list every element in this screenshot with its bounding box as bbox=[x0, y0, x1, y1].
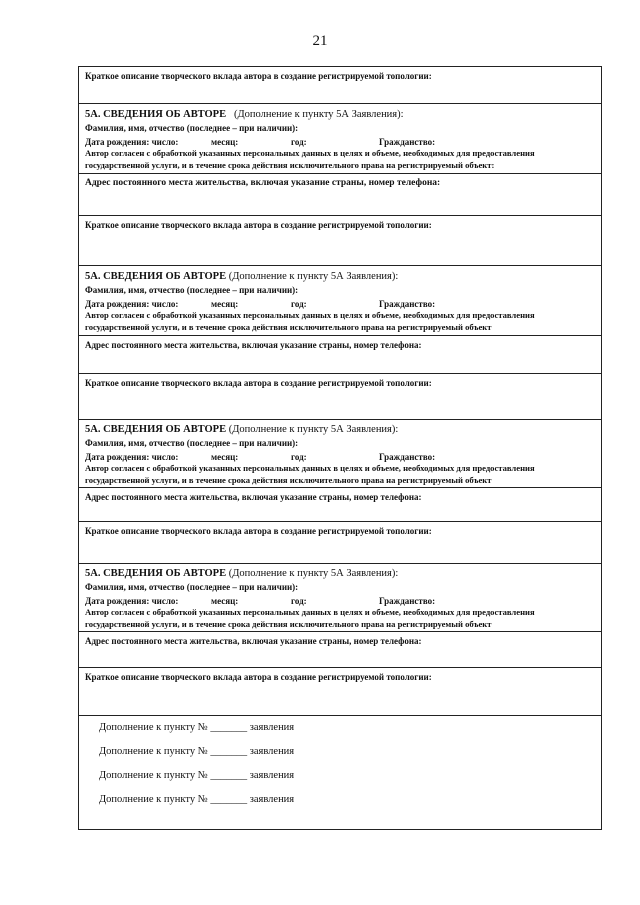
author-section-title: 5А. СВЕДЕНИЯ ОБ АВТОРЕ (Дополнение к пункту 5А Заявления): bbox=[85, 109, 404, 120]
citizenship-label[interactable]: Гражданство: bbox=[379, 452, 436, 462]
full-name-label[interactable]: Фамилия, имя, отчество (последнее – при наличии): bbox=[85, 285, 299, 295]
consent-text: Автор согласен с обработкой указанных персональных данных в целях и объеме, необходимых для предоставления государственной услуги, и в течение срока действия исключительного права на регистрируемый объект bbox=[85, 463, 535, 485]
supplement-line[interactable]: Дополнение к пункту № _______ заявления bbox=[99, 746, 295, 757]
birth-month-label[interactable]: месяц: bbox=[211, 137, 239, 147]
birth-year-label[interactable]: год: bbox=[291, 299, 307, 309]
citizenship-label[interactable]: Гражданство: bbox=[379, 596, 436, 606]
author-info-section-2 bbox=[79, 265, 601, 335]
address-field-3[interactable] bbox=[79, 487, 601, 521]
address-label: Адрес постоянного места жительства, включая указание страны, номер телефона: bbox=[85, 178, 441, 188]
citizenship-label[interactable]: Гражданство: bbox=[379, 137, 436, 147]
consent-text: Автор согласен с обработкой указанных персональных данных в целях и объеме, необходимых для предоставления государственной услуги, и в течение срока действия исключительного права на регистрируемый объект bbox=[85, 310, 535, 332]
citizenship-label[interactable]: Гражданство: bbox=[379, 299, 436, 309]
author-section-title: 5А. СВЕДЕНИЯ ОБ АВТОРЕ (Дополнение к пункту 5А Заявления): bbox=[85, 568, 399, 579]
address-field-2[interactable] bbox=[79, 335, 601, 373]
address-field-4[interactable] bbox=[79, 631, 601, 667]
description-field-3[interactable] bbox=[79, 521, 601, 563]
supplement-line[interactable]: Дополнение к пункту № _______ заявления bbox=[99, 794, 295, 805]
consent-text: Автор согласен с обработкой указанных персональных данных в целях и объеме, необходимых для предоставления государственной услуги, и в течение срока действия исключительного права на регистрируемый объект: bbox=[85, 148, 535, 170]
description-label: Краткое описание творческого вклада автора в создание регистрируемой топологии: bbox=[85, 378, 432, 388]
description-label: Краткое описание творческого вклада автора в создание регистрируемой топологии: bbox=[85, 220, 432, 230]
description-field-4[interactable] bbox=[79, 667, 601, 715]
birth-month-label[interactable]: месяц: bbox=[211, 299, 239, 309]
birth-year-label[interactable]: год: bbox=[291, 596, 307, 606]
birth-year-label[interactable]: год: bbox=[291, 452, 307, 462]
supplement-line[interactable]: Дополнение к пункту № _______ заявления bbox=[99, 722, 295, 733]
application-form bbox=[78, 66, 602, 830]
description-label: Краткое описание творческого вклада автора в создание регистрируемой топологии: bbox=[85, 71, 432, 81]
supplements-section bbox=[79, 715, 601, 831]
address-label: Адрес постоянного места жительства, включая указание страны, номер телефона: bbox=[85, 340, 422, 350]
consent-text: Автор согласен с обработкой указанных персональных данных в целях и объеме, необходимых для предоставления государственной услуги, и в течение срока действия исключительного права на регистрируемый объект bbox=[85, 607, 535, 629]
full-name-label[interactable]: Фамилия, имя, отчество (последнее – при наличии): bbox=[85, 438, 299, 448]
author-section-title: 5А. СВЕДЕНИЯ ОБ АВТОРЕ (Дополнение к пункту 5А Заявления): bbox=[85, 271, 399, 282]
birth-day-label[interactable]: Дата рождения: число: bbox=[85, 596, 179, 606]
birth-month-label[interactable]: месяц: bbox=[211, 452, 239, 462]
address-label: Адрес постоянного места жительства, включая указание страны, номер телефона: bbox=[85, 636, 422, 646]
description-field-0[interactable] bbox=[79, 67, 601, 103]
birth-month-label[interactable]: месяц: bbox=[211, 596, 239, 606]
description-field-2[interactable] bbox=[79, 373, 601, 419]
supplement-line[interactable]: Дополнение к пункту № _______ заявления bbox=[99, 770, 295, 781]
birth-day-label[interactable]: Дата рождения: число: bbox=[85, 299, 179, 309]
birth-day-label[interactable]: Дата рождения: число: bbox=[85, 137, 179, 147]
address-label: Адрес постоянного места жительства, включая указание страны, номер телефона: bbox=[85, 492, 422, 502]
address-field-1[interactable] bbox=[79, 173, 601, 215]
description-label: Краткое описание творческого вклада автора в создание регистрируемой топологии: bbox=[85, 526, 432, 536]
author-info-section-3 bbox=[79, 419, 601, 487]
page-number: 21 bbox=[312, 33, 328, 49]
description-label: Краткое описание творческого вклада автора в создание регистрируемой топологии: bbox=[85, 672, 432, 682]
full-name-label[interactable]: Фамилия, имя, отчество (последнее – при наличии): bbox=[85, 123, 299, 133]
birth-day-label[interactable]: Дата рождения: число: bbox=[85, 452, 179, 462]
full-name-label[interactable]: Фамилия, имя, отчество (последнее – при наличии): bbox=[85, 582, 299, 592]
author-info-section-1 bbox=[79, 103, 601, 173]
author-section-title: 5А. СВЕДЕНИЯ ОБ АВТОРЕ (Дополнение к пункту 5А Заявления): bbox=[85, 424, 399, 435]
description-field-1[interactable] bbox=[79, 215, 601, 265]
birth-year-label[interactable]: год: bbox=[291, 137, 307, 147]
author-info-section-4 bbox=[79, 563, 601, 631]
